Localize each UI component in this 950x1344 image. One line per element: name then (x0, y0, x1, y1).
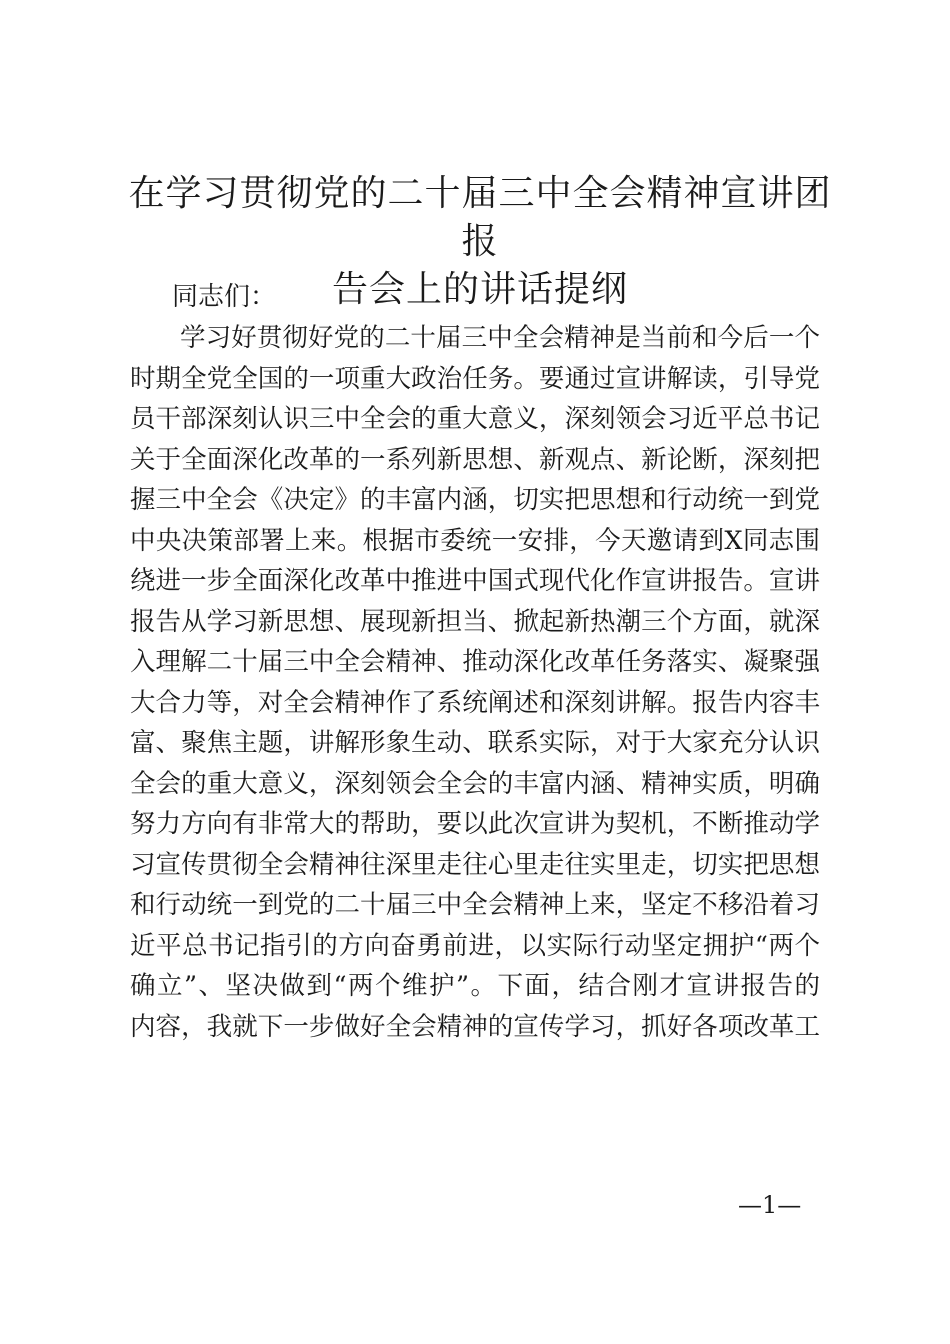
body-line: 内容，我就下一步做好全会精神的宣传学习，抓好各项改革工 (130, 1011, 820, 1042)
body-line: 确立”、坚决做到“两个维护”。下面，结合刚才宣讲报告的 (130, 971, 820, 1001)
body-line: 握三中全会《决定》的丰富内涵，切实把思想和行动统一到党 (130, 485, 820, 515)
body-line: 绕进一步全面深化改革中推进中国式现代化作宣讲报告。宣讲 (130, 566, 820, 596)
body-line: 近平总书记指引的方向奋勇前进，以实际行动坚定拥护“两个 (130, 930, 820, 961)
body-line: 和行动统一到党的二十届三中全会精神上来，坚定不移沿着习 (130, 890, 820, 920)
body-line: 努力方向有非常大的帮助，要以此次宣讲为契机，不断推动学 (130, 809, 820, 839)
body-line: 时期全党全国的一项重大政治任务。要通过宣讲解读，引导党 (130, 363, 820, 394)
body-line: 大合力等，对全会精神作了系统阐述和深刻讲解。报告内容丰 (130, 687, 820, 718)
body-paragraph (130, 318, 820, 1047)
salutation: 同志们： (172, 282, 277, 312)
page-number: —1— (738, 1191, 802, 1219)
body-line: 学习好贯彻好党的二十届三中全会精神是当前和今后一个 (180, 323, 820, 353)
body-line: 报告从学习新思想、展现新担当、掀起新热潮三个方面，就深 (130, 606, 820, 637)
body-line: 习宣传贯彻全会精神往深里走往心里走往实里走，切实把思想 (130, 849, 820, 880)
body-line: 入理解二十届三中全会精神、推动深化改革任务落实、凝聚强 (130, 647, 820, 677)
body-line: 全会的重大意义，深刻领会全会的丰富内涵、精神实质，明确 (130, 768, 820, 799)
body-line: 关于全面深化改革的一系列新思想、新观点、新论断，深刻把 (130, 444, 820, 475)
body-line: 员干部深刻认识三中全会的重大意义，深刻领会习近平总书记 (130, 404, 820, 434)
title-line-1: 在学习贯彻党的二十届三中全会精神宣讲团报 (128, 173, 832, 262)
body-line: 富、聚焦主题，讲解形象生动、联系实际，对于大家充分认识 (130, 728, 820, 758)
body-line: 中央决策部署上来。根据市委统一安排，今天邀请到X同志围 (130, 525, 820, 556)
title-line-2: 告会上的讲话提纲 (331, 269, 628, 310)
